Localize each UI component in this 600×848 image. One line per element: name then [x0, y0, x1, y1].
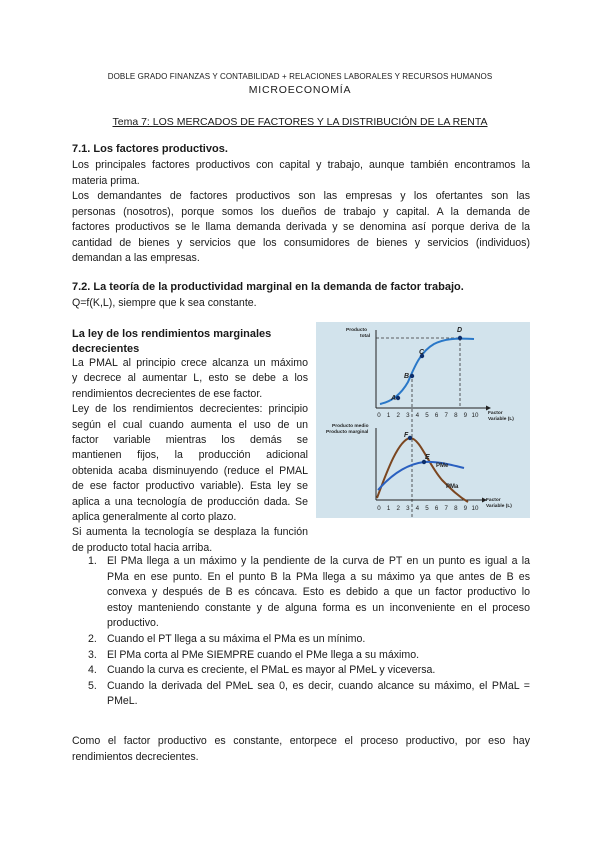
marginal-product-label: PMa — [446, 484, 459, 490]
average-product-axis-label: Producto medio — [332, 424, 369, 429]
text-line: factores productivos se le llama demanda derivada y se denomina así porque deriva de la — [72, 221, 530, 234]
x-tick-label: 4 — [415, 412, 420, 419]
text-line: materia prima. — [72, 174, 140, 187]
section-7-2-title: 7.2. La teoría de la productividad marginal en la demanda de factor trabajo. — [72, 281, 464, 293]
point-b-label: B — [404, 373, 410, 380]
list-number: 4. — [88, 664, 97, 677]
point-d-marker — [458, 336, 462, 340]
total-product-label-line1: Producto — [346, 328, 368, 333]
text-line: PMa en ese punto. En el punto B la PMa llega a su máximo ya que antes de B es — [107, 570, 530, 583]
x-tick-label: 3 — [406, 412, 410, 419]
production-function-formula — [72, 296, 530, 312]
x-tick-label: 8 — [454, 505, 458, 512]
x-tick-label: 7 — [444, 505, 448, 512]
diminishing-returns-title — [72, 327, 271, 357]
total-product-label-line2: total — [360, 334, 371, 339]
text-line: El PMa llega a un máximo y la pendiente de la curva de PT en un punto es igual a la — [107, 555, 530, 567]
document-header-degree: DOBLE GRADO FINANZAS Y CONTABILIDAD + RELACIONES LABORALES Y RECURSOS HUMANOS — [107, 72, 493, 81]
text-line: Cuando la curva es creciente, el PMaL es mayor al PMeL y viceversa. — [107, 664, 436, 677]
text-line: aplica generalmente al corto plazo. — [72, 511, 237, 524]
point-b-marker — [410, 374, 414, 378]
text-line: de producto total hacia arriba. — [72, 541, 213, 554]
list-item — [88, 679, 530, 710]
x-tick-label: 1 — [386, 505, 391, 512]
average-product-label: PMe — [436, 463, 449, 469]
text-line: rendimientos decrecientes de ese factor. — [72, 387, 263, 400]
text-line: Cuando la derivada del PMeL sea 0, es decir, cuando alcance su máximo, el PMaL = — [107, 679, 530, 692]
observations-list — [88, 554, 530, 710]
text-line: El PMa corta al PMe SIEMPRE cuando el PMe llega a su máximo. — [107, 648, 420, 661]
x-tick-label: 0 — [377, 412, 381, 419]
top-x-axis-label-line1: Factor — [488, 411, 503, 416]
text-line: aplica a una tecnología de producción dada. Se — [72, 495, 308, 508]
list-item — [88, 663, 530, 679]
text-line: rendimientos decrecientes. — [72, 750, 199, 763]
text-line: mantienen fijos, la producción adicional — [72, 449, 308, 462]
list-item — [88, 648, 530, 664]
list-item — [88, 554, 530, 632]
x-tick-label: 10 — [471, 412, 479, 419]
top-x-axis-label-line2: Variable (L) — [488, 417, 514, 422]
text-line: Los demandantes de factores productivos son las empresas y los ofertantes son las — [72, 190, 530, 202]
x-tick-label: 2 — [396, 505, 400, 512]
section-7-1-paragraph-2 — [72, 189, 530, 267]
text-line: factor variable mientras los demás se — [72, 434, 308, 447]
text-line: según el cual cuando aumenta el uso de un — [72, 418, 308, 431]
bottom-x-axis-label-line2: Variable (L) — [486, 504, 512, 509]
text-line: PMeL. — [107, 695, 138, 708]
x-tick-label: 8 — [454, 412, 458, 419]
text-line: Como el factor productivo es constante, entorpece el proceso productivo, por eso hay — [72, 735, 530, 747]
text-line: Los principales factores productivos con capital y trabajo, aunque también encontramos la — [72, 159, 530, 171]
section-7-1-title: 7.1. Los factores productivos. — [72, 143, 228, 155]
list-number: 1. — [88, 555, 97, 567]
production-curves-svg — [316, 322, 530, 518]
diminishing-returns-text — [72, 356, 308, 556]
text-line: estoy manteniendo constante y de alguna forma es un inconveniente en el proceso — [107, 601, 530, 614]
x-tick-label: 5 — [425, 412, 429, 419]
x-tick-label: 10 — [471, 505, 479, 512]
text-line: productivo. — [107, 617, 159, 630]
closing-paragraph — [72, 734, 530, 765]
production-curves-figure — [316, 322, 530, 518]
x-tick-label: 4 — [415, 505, 420, 512]
title-line: La ley de los rendimientos marginales — [72, 328, 272, 340]
text-line: convexa y después de B es cóncava. Esto es debido a que un factor productivo lo — [107, 586, 530, 599]
point-f-label: F — [404, 432, 409, 439]
topic-title: Tema 7: LOS MERCADOS DE FACTORES Y LA DISTRIBUCIÓN DE LA RENTA — [112, 116, 488, 128]
point-e-label: E — [425, 454, 430, 461]
marginal-product-axis-label: Producto marginal — [326, 430, 369, 435]
point-c-label: C — [419, 349, 425, 356]
text-line: Cuando el PT llega a su máxima el PMa es un mínimo. — [107, 632, 366, 645]
text-line: de ese factor productivo variable). Esta ley se — [72, 480, 308, 493]
x-tick-label: 9 — [463, 412, 468, 419]
list-item — [88, 632, 530, 648]
text-line: y decrece al aumentar L, esto se debe a los — [72, 372, 308, 385]
list-number: 2. — [88, 632, 97, 645]
text-line: La PMAL al principio crece alcanza un máximo — [72, 357, 308, 369]
bottom-x-axis-label-line1: Factor — [486, 498, 501, 503]
x-tick-label: 6 — [434, 505, 439, 512]
point-d-label: D — [457, 327, 463, 334]
list-number: 3. — [88, 648, 97, 661]
text-line: personas (nosotros), porque somos los dueños de trabajo y capital. A la demanda de — [72, 205, 530, 218]
x-tick-label: 7 — [444, 412, 448, 419]
list-number: 5. — [88, 679, 97, 692]
x-tick-label: 2 — [396, 412, 400, 419]
point-a-label: A — [391, 395, 397, 402]
text-line: cantidad de bienes y servicios que los consumidores de bienes y servicios (individuos) — [72, 236, 530, 249]
x-tick-label: 9 — [463, 505, 468, 512]
section-7-1-paragraph-1 — [72, 158, 530, 189]
x-tick-label: 6 — [434, 412, 439, 419]
x-tick-label: 0 — [377, 505, 381, 512]
title-line: decrecientes — [72, 343, 140, 355]
x-tick-label: 1 — [386, 412, 391, 419]
text-line: demandan a las empresas. — [72, 252, 200, 265]
text-line: Si aumenta la tecnología se desplaza la función — [72, 526, 308, 539]
text-line: obtenida acaba disminuyendo (reduce el PMAL — [72, 464, 308, 477]
x-tick-label: 3 — [406, 505, 410, 512]
x-tick-label: 5 — [425, 505, 429, 512]
document-header-subject: MICROECONOMÍA — [248, 84, 352, 96]
text-line: Ley de los rendimientos decrecientes: principio — [72, 403, 308, 416]
formula-text: Q=f(K,L), siempre que k sea constante. — [72, 297, 257, 309]
point-a-marker — [396, 396, 400, 400]
point-f-marker — [408, 436, 412, 440]
